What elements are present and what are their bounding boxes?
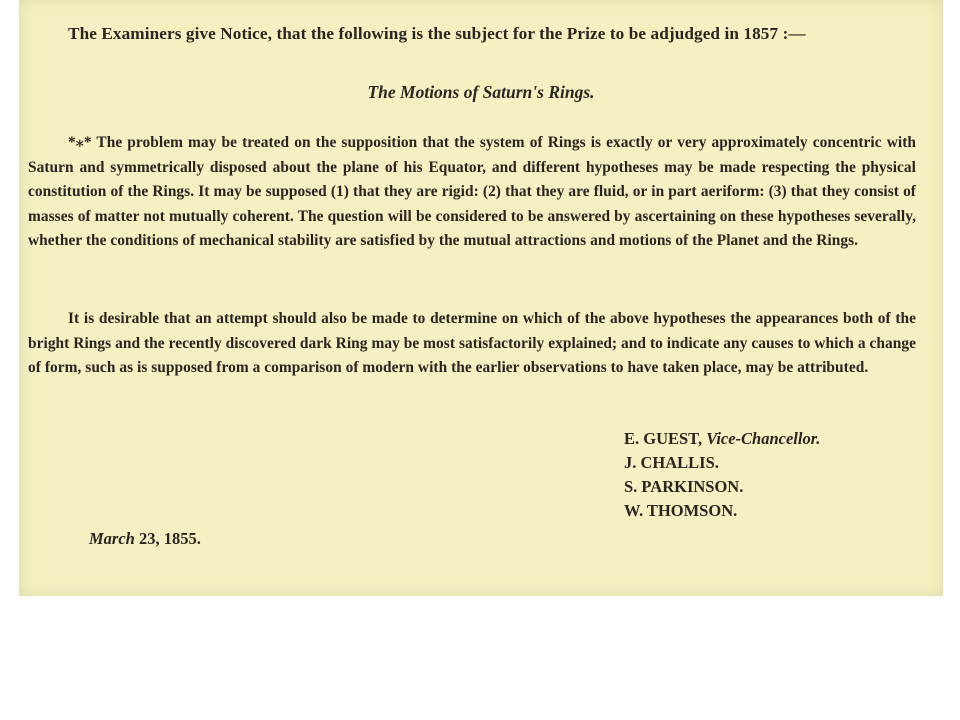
prize-notice: The Examiners give Notice, that the following is the subject for the Prize to be adjudged in 1857 :— (68, 24, 806, 43)
signature-line (624, 451, 820, 475)
signatory-name: E. GUEST, (624, 429, 703, 448)
signature-list (624, 427, 820, 523)
asterism-mark: *⁎* (68, 134, 92, 151)
signatory-role: Vice-Chancellor. (706, 429, 821, 448)
problem-text: The problem may be treated on the supposition that the system of Rings is exactly or very approximately concentric with Saturn and symmetrically disposed about the plane of his Equator, and different hypotheses may be made respecting the physical constitution of the Rings. It may be supposed (1) that they are rigid: (2) that they are fluid, or in part aeriform: (3) that they consist of masses of matter not mutually coherent. The question will be considered to be answered by ascertaining on these hypotheses severally, whether the conditions of mechanical stability are satisfied by the mutual attractions and motions of the Planet and the Rings. (28, 134, 916, 249)
signatory-name: S. PARKINSON. (624, 477, 744, 496)
date-day-year: 23, 1855. (134, 529, 201, 548)
signatory-name: J. CHALLIS. (624, 453, 719, 472)
scanned-page (19, 0, 943, 596)
prize-title: The Motions of Saturn's Rings. (367, 82, 595, 102)
signatory-name: W. THOMSON. (624, 501, 738, 520)
signature-line (624, 475, 820, 499)
signature-line (624, 427, 820, 451)
problem-paragraph (28, 131, 916, 254)
signature-line (624, 499, 820, 523)
notice-date (89, 527, 201, 551)
desirable-paragraph: It is desirable that an attempt should also be made to determine on which of the above hypotheses the appearances both of the bright Rings and the recently discovered dark Ring may be most satisfactorily explained; and to indicate any causes to which a change of form, such as is supposed from a comparison of modern with the earlier observations to have taken place, may be attributed. (28, 310, 916, 376)
date-month: March (89, 529, 135, 548)
